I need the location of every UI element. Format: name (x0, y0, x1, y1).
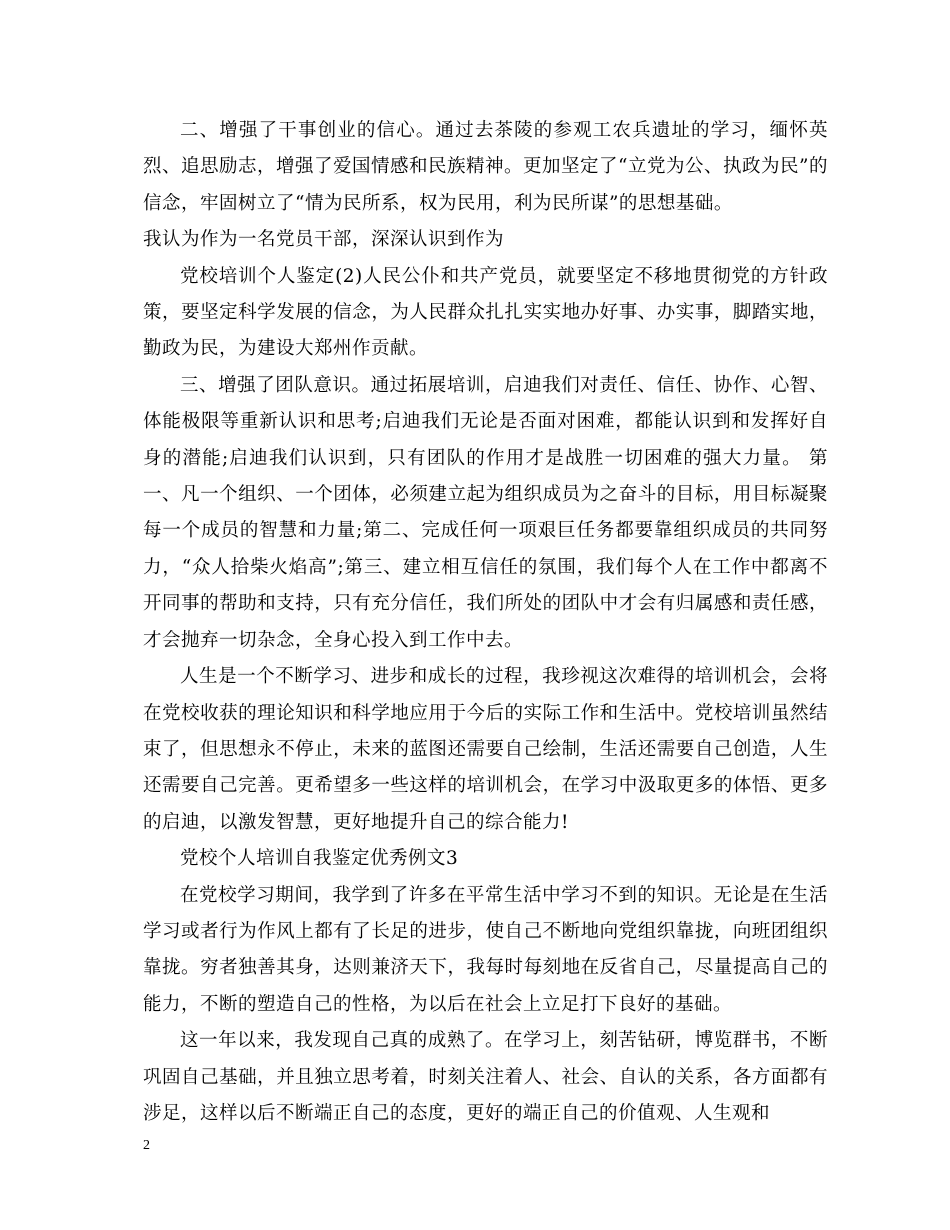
section-heading: 党校个人培训自我鉴定优秀例文3 (180, 848, 459, 870)
paragraph-4: 三、增强了团队意识。通过拓展培训，启迪我们对责任、信任、协作、心智、体能极限等重新认识和思考;启迪我们无论是否面对困难，都能认识到和发挥好自身的潜能;启迪我们认识到，只有团队的作用才是战胜一切困难的强大力量。 第一、凡一个组织、一个团体，必须建立起为组织成员为之奋斗的目标，用目标凝聚每一个成员的智慧和力量;第二、完成任何一项艰巨任务都要靠组织成员的共同努力，“众人拾柴火焰高”;第三、建立相互信任的氛围，我们每个人在工作中都离不开同事的帮助和支持，只有充分信任，我们所处的团队中才会有归属感和责任感，才会抛弃一切杂念，全身心投入到工作中去。 (143, 374, 828, 651)
paragraph-3: 党校培训个人鉴定(2)人民公仆和共产党员，就要坚定不移地贯彻党的方针政策，要坚定科学发展的信念，为人民群众扎扎实实地办好事、办实事，脚踏实地，勤政为民，为建设大郑州作贡献。 (143, 265, 828, 360)
page-number: 2 (143, 1138, 150, 1153)
document-body (143, 113, 828, 1132)
paragraph-1: 二、增强了干事创业的信心。通过去茶陵的参观工农兵遗址的学习，缅怀英烈、追思励志，增强了爱国情感和民族精神。更加坚定了“立党为公、执政为民”的信念，牢固树立了“情为民所系，权为民用，利为民所谋”的思想基础。 (143, 120, 828, 214)
paragraph-6: 在党校学习期间，我学到了许多在平常生活中学习不到的知识。无论是在生活学习或者行为作风上都有了长足的进步，使自己不断地向党组织靠拢，向班团组织靠拢。穷者独善其身，达则兼济天下，我每时每刻地在反省自己，尽量提高自己的能力，不断的塑造自己的性格，为以后在社会上立足打下良好的基础。 (143, 884, 828, 1015)
paragraph-2: 我认为作为一名党员干部，深深认识到作为 (143, 229, 505, 251)
paragraph-7: 这一年以来，我发现自己真的成熟了。在学习上，刻苦钻研，博览群书，不断巩固自己基础，并且独立思考着，时刻关注着人、社会、自认的关系，各方面都有涉足，这样以后不断端正自己的态度，更好的端正自己的价值观、人生观和 (143, 1030, 828, 1124)
paragraph-5: 人生是一个不断学习、进步和成长的过程，我珍视这次难得的培训机会，会将在党校收获的理论知识和科学地应用于今后的实际工作和生活中。党校培训虽然结束了，但思想永不停止，未来的蓝图还需要自己绘制，生活还需要自己创造，人生还需要自己完善。更希望多一些这样的培训机会，在学习中汲取更多的体悟、更多的启迪，以激发智慧，更好地提升自己的综合能力! (143, 666, 828, 833)
